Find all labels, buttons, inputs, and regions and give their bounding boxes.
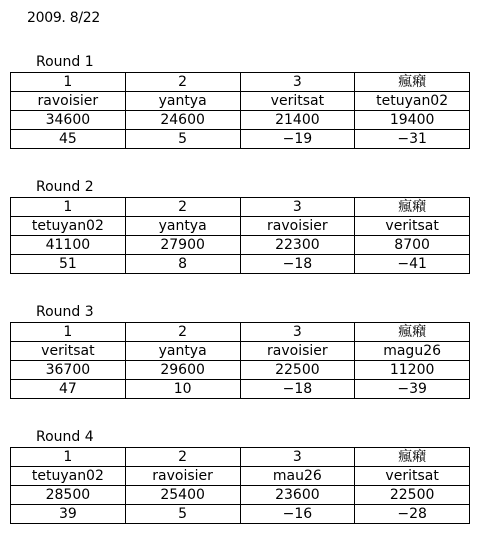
player-row — [11, 467, 470, 486]
rank-4-header: 瘋癪 — [355, 323, 470, 342]
player-row — [11, 217, 470, 236]
points-row — [11, 111, 470, 130]
rank-2-header: 2 — [125, 323, 240, 342]
points-row — [11, 236, 470, 255]
player-cell: ravoisier — [240, 217, 355, 236]
score-row — [11, 255, 470, 274]
points-row — [11, 361, 470, 380]
player-cell: tetuyan02 — [355, 92, 470, 111]
points-cell: 22500 — [355, 486, 470, 505]
score-cell: 51 — [11, 255, 126, 274]
document-date: 2009. 8/22 — [27, 10, 100, 26]
points-cell: 27900 — [125, 236, 240, 255]
player-cell: ravoisier — [240, 342, 355, 361]
points-cell: 8700 — [355, 236, 470, 255]
score-cell: 10 — [125, 380, 240, 399]
rank-1-header: 1 — [11, 198, 126, 217]
rank-1-header: 1 — [11, 323, 126, 342]
rank-row — [11, 198, 470, 217]
round-3-title: Round 3 — [36, 304, 94, 320]
player-row — [11, 342, 470, 361]
rank-4-header: 瘋癪 — [355, 198, 470, 217]
score-cell: 47 — [11, 380, 126, 399]
player-cell: tetuyan02 — [11, 217, 126, 236]
round-3-table — [10, 322, 470, 399]
rank-row — [11, 448, 470, 467]
score-cell: −28 — [355, 505, 470, 524]
points-cell: 22500 — [240, 361, 355, 380]
score-cell: 5 — [125, 130, 240, 149]
points-cell: 25400 — [125, 486, 240, 505]
score-cell: −41 — [355, 255, 470, 274]
round-2-table — [10, 197, 470, 274]
player-cell: yantya — [125, 217, 240, 236]
rank-2-header: 2 — [125, 448, 240, 467]
score-cell: −18 — [240, 255, 355, 274]
round-4-table — [10, 447, 470, 524]
round-2-title: Round 2 — [36, 179, 94, 195]
score-cell: 39 — [11, 505, 126, 524]
points-cell: 24600 — [125, 111, 240, 130]
round-1-table — [10, 72, 470, 149]
player-cell: veritsat — [240, 92, 355, 111]
points-cell: 41100 — [11, 236, 126, 255]
rank-3-header: 3 — [240, 198, 355, 217]
round-4-title: Round 4 — [36, 429, 94, 445]
score-cell: 45 — [11, 130, 126, 149]
score-cell: −31 — [355, 130, 470, 149]
score-row — [11, 130, 470, 149]
rank-1-header: 1 — [11, 448, 126, 467]
points-cell: 29600 — [125, 361, 240, 380]
rank-row — [11, 323, 470, 342]
points-cell: 21400 — [240, 111, 355, 130]
rank-2-header: 2 — [125, 73, 240, 92]
player-cell: veritsat — [355, 467, 470, 486]
points-cell: 34600 — [11, 111, 126, 130]
player-cell: magu26 — [355, 342, 470, 361]
player-cell: ravoisier — [125, 467, 240, 486]
score-cell: 5 — [125, 505, 240, 524]
player-row — [11, 92, 470, 111]
score-cell: −19 — [240, 130, 355, 149]
rank-3-header: 3 — [240, 73, 355, 92]
score-row — [11, 380, 470, 399]
rank-3-header: 3 — [240, 323, 355, 342]
player-cell: yantya — [125, 92, 240, 111]
score-cell: 8 — [125, 255, 240, 274]
rank-2-header: 2 — [125, 198, 240, 217]
player-cell: veritsat — [355, 217, 470, 236]
player-cell: ravoisier — [11, 92, 126, 111]
score-cell: −16 — [240, 505, 355, 524]
player-cell: mau26 — [240, 467, 355, 486]
score-cell: −39 — [355, 380, 470, 399]
rank-1-header: 1 — [11, 73, 126, 92]
player-cell: tetuyan02 — [11, 467, 126, 486]
points-cell: 23600 — [240, 486, 355, 505]
points-cell: 19400 — [355, 111, 470, 130]
rank-row — [11, 73, 470, 92]
points-cell: 28500 — [11, 486, 126, 505]
round-1-title: Round 1 — [36, 54, 94, 70]
points-cell: 11200 — [355, 361, 470, 380]
score-row — [11, 505, 470, 524]
score-cell: −18 — [240, 380, 355, 399]
player-cell: veritsat — [11, 342, 126, 361]
player-cell: yantya — [125, 342, 240, 361]
rank-4-header: 瘋癪 — [355, 448, 470, 467]
points-cell: 22300 — [240, 236, 355, 255]
rank-4-header: 瘋癪 — [355, 73, 470, 92]
rank-3-header: 3 — [240, 448, 355, 467]
points-row — [11, 486, 470, 505]
points-cell: 36700 — [11, 361, 126, 380]
